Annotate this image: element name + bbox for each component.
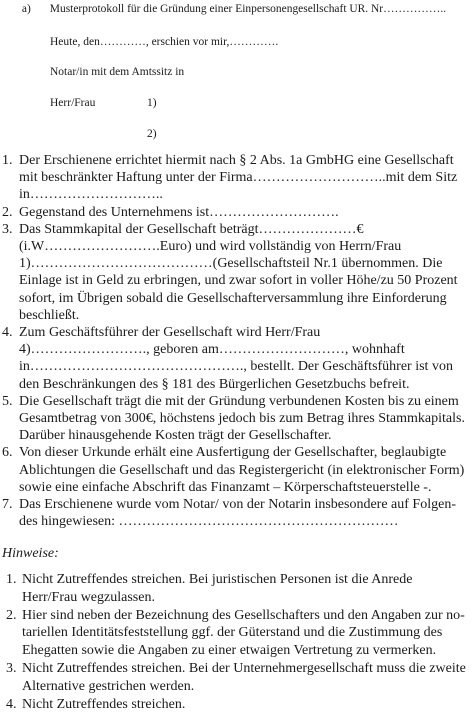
- hint-text-line: Ehegatten sowie die Angaben zu einer etwaigen Vertretung zu vermerken.: [22, 643, 437, 659]
- hint-text-line: Hier sind neben der Bezeichnung des Gesellschafters und den Angaben zur no-: [22, 607, 465, 623]
- item-text-line: Zum Geschäftsführer der Gesellschaft wird Herr/Frau: [19, 325, 321, 341]
- hints-heading: Hinweise:: [2, 546, 59, 561]
- hint-text-line: Nicht Zutreffendes streichen.: [22, 696, 186, 712]
- item-text-line: Das Stammkapital der Gesellschaft beträgt…………………€: [19, 221, 364, 237]
- hint-number: 3.: [6, 660, 17, 676]
- hint-item: [0, 660, 472, 696]
- hint-number: 2.: [6, 607, 17, 623]
- item-text-line: Gesamtbetrag von 300€, höchstens jedoch bis zum Betrag ihres Stammkapitals.: [19, 411, 465, 427]
- item-text-line: beschließt.: [19, 307, 80, 323]
- item-text-line: sofort, im Übrigen sobald die Gesellschafterversammlung ihre Einforderung: [19, 290, 447, 306]
- hint-number: 1.: [6, 572, 17, 587]
- item-text-line: mit beschränkter Haftung unter der Firma………………………..mit dem Sitz: [19, 170, 458, 186]
- protocol-item: [0, 204, 472, 221]
- item-text-line: Die Gesellschaft trägt die mit der Gründung verbundenen Kosten bis zu einem: [19, 393, 459, 409]
- item-text-line: (i.W…………………….Euro) und wird vollständig von Herrn/Frau: [19, 239, 402, 255]
- item-text-line: Ablichtungen die Gesellschaft und das Registergericht (in elektronischer Form): [19, 462, 465, 478]
- item-number: 3.: [2, 221, 13, 237]
- item-number: 6.: [2, 445, 13, 461]
- protocol-item: [0, 393, 472, 445]
- hint-item: [0, 571, 472, 607]
- item-label-a: a): [21, 3, 31, 15]
- protocol-items: [0, 152, 472, 530]
- item-text-line: Einlage ist in Geld zu erbringen, und zwar sofort in voller Höhe/zu 50 Prozent: [19, 273, 458, 289]
- hint-text-line: Nicht Zutreffendes streichen. Bei juristischen Personen ist die Anrede: [22, 572, 413, 587]
- protocol-item: [0, 496, 472, 530]
- date-line: Heute, den…………, erschien vor mir,………….: [50, 36, 279, 48]
- protocol-title: Musterprotokoll für die Gründung einer Einpersonengesellschaft UR. Nr……………..: [49, 3, 447, 15]
- herr-frau-label: Herr/Frau: [50, 97, 96, 109]
- item-number: 5.: [2, 393, 13, 409]
- hint-item: [0, 696, 472, 713]
- hint-text-line: Herr/Frau wegzulassen.: [22, 589, 155, 605]
- item-number: 1.: [2, 153, 13, 168]
- notary-line: Notar/in mit dem Amtssitz in: [50, 66, 185, 78]
- footnote-ref-1: 1): [147, 97, 157, 109]
- item-text-line: Gegenstand des Unternehmens ist……………………….: [19, 204, 339, 220]
- item-text-line: 4)……………………., geboren am………………………, wohnhaft: [19, 342, 405, 358]
- hint-text-line: Alternative gestrichen werden.: [22, 678, 195, 694]
- item-text-line: des hingewiesen: ……………………………………………………: [19, 514, 399, 530]
- item-text-line: in………………………………………., bestellt. Der Geschäftsführer ist von: [19, 359, 453, 375]
- protocol-item: [0, 152, 472, 204]
- item-text-line: 1)…………………………………(Gesellschaftsteil Nr.1 übernommen. Die: [19, 256, 443, 272]
- hint-text-line: Nicht Zutreffendes streichen. Bei der Unternehmergesellschaft muss die zweite: [22, 660, 466, 676]
- footnote-ref-2: 2): [147, 128, 157, 140]
- item-number: 4.: [2, 325, 13, 341]
- item-text-line: Der Erschienene errichtet hiermit nach § 2 Abs. 1a GmbHG eine Gesellschaft: [19, 153, 454, 168]
- item-number: 2.: [2, 204, 13, 220]
- item-text-line: Von dieser Urkunde erhält eine Ausfertigung der Gesellschafter, beglaubigte: [19, 445, 447, 461]
- protocol-item: [0, 324, 472, 393]
- hint-text-line: tariellen Identitätsfeststellung ggf. der Güterstand und die Zustimmung des: [22, 625, 443, 641]
- item-text-line: in………………………..: [19, 187, 163, 203]
- item-text-line: Das Erschienene wurde vom Notar/ von der Notarin insbesondere auf Folgen-: [19, 497, 456, 513]
- hint-number: 4.: [6, 696, 17, 712]
- hints-list: [0, 571, 472, 713]
- item-text-line: sowie eine einfache Abschrift das Finanzamt – Körperschaftsteuerstelle -.: [19, 479, 432, 495]
- item-text-line: den Beschränkungen des § 181 des Bürgerlichen Gesetzbuchs befreit.: [19, 376, 410, 392]
- hint-item: [0, 607, 472, 660]
- item-text-line: Darüber hinausgehende Kosten trägt der Gesellschafter.: [19, 428, 332, 444]
- item-number: 7.: [2, 497, 13, 513]
- protocol-item: [0, 221, 472, 324]
- protocol-item: [0, 444, 472, 496]
